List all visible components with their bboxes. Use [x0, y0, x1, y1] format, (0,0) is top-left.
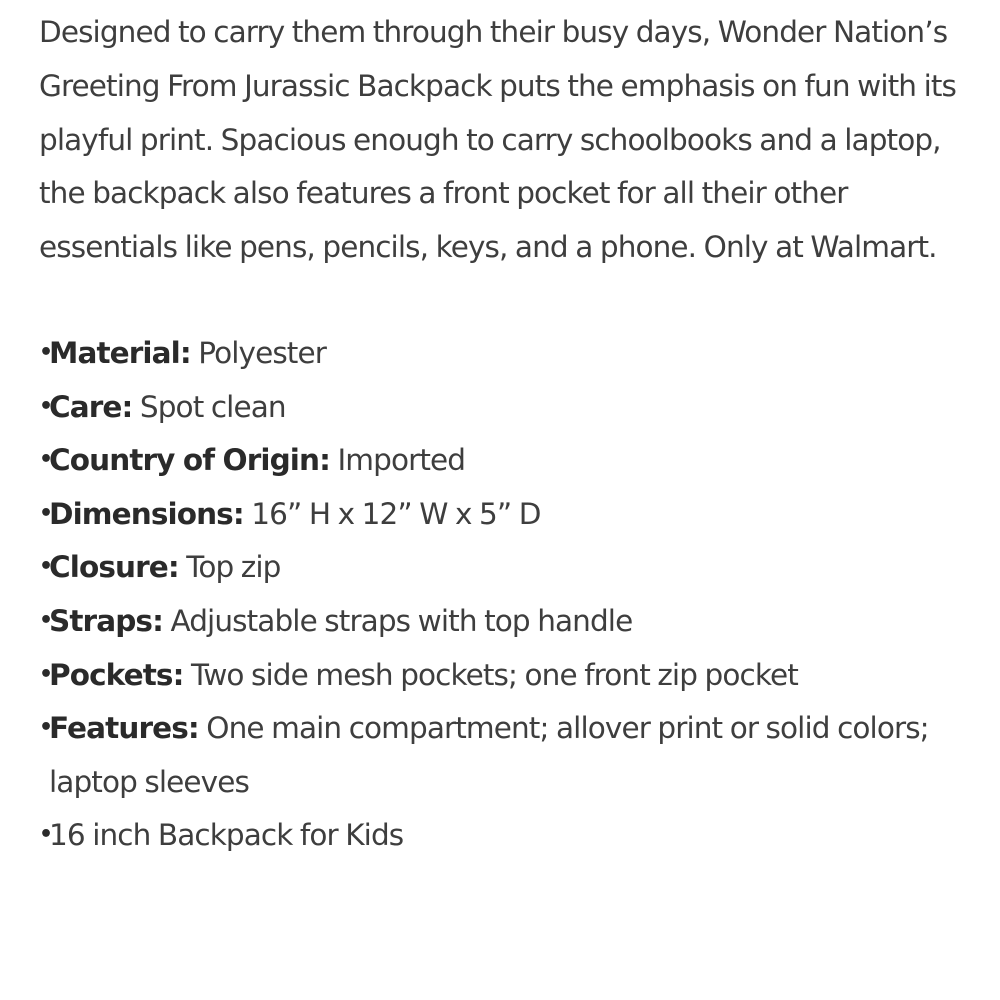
- feature-value: Imported: [337, 443, 466, 478]
- feature-label: Country of Origin:: [49, 443, 331, 478]
- bullet-icon: •: [39, 715, 53, 741]
- feature-item-pockets: [39, 649, 969, 703]
- feature-label: Closure:: [49, 550, 179, 585]
- feature-item-features: [39, 702, 969, 809]
- feature-label: Features:: [49, 711, 199, 746]
- feature-item-straps: [39, 595, 969, 649]
- bullet-icon: •: [39, 393, 53, 419]
- feature-label: Straps:: [49, 603, 163, 638]
- feature-value: Two side mesh pockets; one front zip pocket: [190, 657, 798, 692]
- feature-item-country-of-origin: [39, 434, 969, 488]
- bullet-icon: •: [39, 822, 53, 848]
- bullet-icon: •: [39, 554, 53, 580]
- feature-item-material: [39, 327, 969, 381]
- feature-value: Spot clean: [139, 389, 286, 424]
- feature-label: Care:: [49, 389, 133, 424]
- bullet-icon: •: [39, 339, 53, 365]
- feature-value: Polyester: [198, 335, 326, 370]
- bullet-icon: •: [39, 607, 53, 633]
- feature-value: Top zip: [186, 550, 281, 585]
- feature-item-size: [39, 809, 969, 863]
- product-features-list: [39, 327, 969, 863]
- product-description-section: [39, 6, 969, 863]
- feature-item-dimensions: [39, 488, 969, 542]
- feature-value: 16 inch Backpack for Kids: [49, 818, 404, 853]
- bullet-icon: •: [39, 500, 53, 526]
- feature-value: 16” H x 12” W x 5” D: [251, 496, 541, 531]
- feature-item-closure: [39, 541, 969, 595]
- feature-label: Dimensions:: [49, 496, 244, 531]
- feature-label: Material:: [49, 335, 191, 370]
- feature-value: Adjustable straps with top handle: [170, 603, 633, 638]
- feature-label: Pockets:: [49, 657, 184, 692]
- bullet-icon: •: [39, 447, 53, 473]
- product-description: Designed to carry them through their busy days, Wonder Nation’s Greeting From Jurassic Backpack puts the emphasis on fun with its playful print. Spacious enough to carry schoolbooks and a laptop, the backpack also features a front pocket for all their other essentials like pens, pencils, keys, and a phone. Only at Walmart.: [39, 15, 956, 265]
- feature-value: One main compartment; allover print or solid colors; laptop sleeves: [49, 711, 929, 799]
- bullet-icon: •: [39, 661, 53, 687]
- feature-item-care: [39, 381, 969, 435]
